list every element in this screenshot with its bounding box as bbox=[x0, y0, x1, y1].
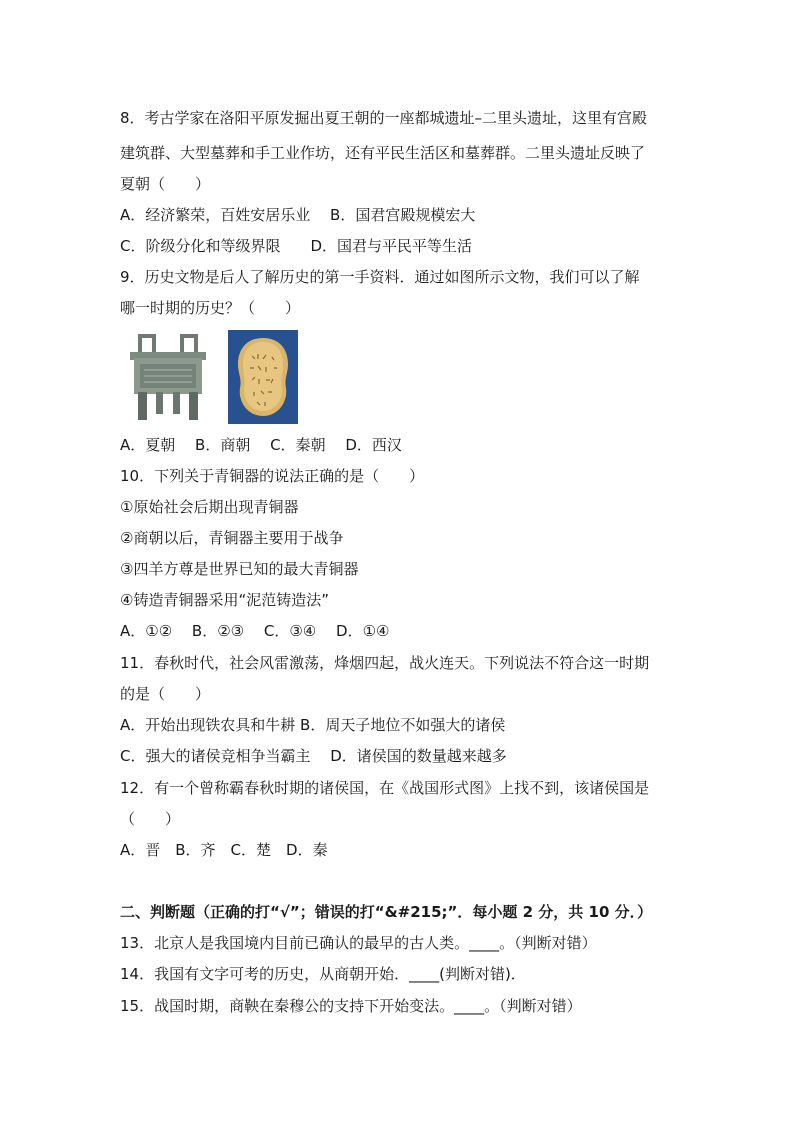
q10-stem: 10．下列关于青铜器的说法正确的是（ ） bbox=[120, 467, 425, 485]
q8-stem-line1: 8．考古学家在洛阳平原发掘出夏王朝的一座都城遗址–二里头遗址，这里有宫殿 bbox=[120, 109, 648, 127]
q14-statement: 14．我国有文字可考的历史，从商朝开始．____(判断对错)． bbox=[120, 965, 526, 983]
q8-options-row2: C．阶级分化和等级界限 D．国君与平民平等生活 bbox=[120, 237, 473, 255]
q11-stem-line2: 的是（ ） bbox=[120, 685, 211, 703]
q11-stem-line1: 11．春秋时代，社会风雷激荡，烽烟四起，战火连天。下列说法不符合这一时期 bbox=[120, 654, 650, 672]
q10-statement-4: ④铸造青铜器采用“泥范铸造法” bbox=[120, 591, 329, 609]
q12-options: A．晋 B．齐 C．楚 D．秦 bbox=[120, 841, 328, 859]
q9-stem-line1: 9．历史文物是后人了解历史的第一手资料．通过如图所示文物，我们可以了解 bbox=[120, 268, 640, 286]
q8-options-row1: A．经济繁荣，百姓安居乐业 B．国君宫殿规模宏大 bbox=[120, 206, 476, 224]
q10-statement-3: ③四羊方尊是世界已知的最大青铜器 bbox=[120, 560, 359, 578]
q10-options: A．①② B．②③ C．③④ D．①④ bbox=[120, 622, 390, 640]
q8-stem-line3: 夏朝（ ） bbox=[120, 175, 211, 193]
oracle-bone-image bbox=[228, 330, 298, 424]
q15-statement: 15．战国时期，商鞅在秦穆公的支持下开始变法。____。（判断对错） bbox=[120, 997, 582, 1015]
bronze-ding-image bbox=[126, 330, 210, 422]
q12-stem-line1: 12．有一个曾称霸春秋时期的诸侯国，在《战国形式图》上找不到，该诸侯国是 bbox=[120, 779, 650, 797]
q12-stem-line2: （ ） bbox=[120, 810, 181, 828]
q11-options-row2: C．强大的诸侯竞相争当霸主 D．诸侯国的数量越来越多 bbox=[120, 747, 507, 765]
q10-statement-1: ①原始社会后期出现青铜器 bbox=[120, 498, 299, 516]
q9-stem-line2: 哪一时期的历史？（ ） bbox=[120, 299, 301, 317]
q9-options: A．夏朝 B．商朝 C．秦朝 D．西汉 bbox=[120, 436, 402, 454]
q13-statement: 13．北京人是我国境内目前已确认的最早的古人类。____。（判断对错） bbox=[120, 934, 597, 952]
q10-statement-2: ②商朝以后，青铜器主要用于战争 bbox=[120, 529, 344, 547]
section2-heading: 二、判断题（正确的打“√”；错误的打“&#215;”．每小题 2 分，共 10 分．） bbox=[120, 903, 653, 921]
q11-options-row1: A．开始出现铁农具和牛耕 B．周天子地位不如强大的诸侯 bbox=[120, 716, 506, 734]
q8-stem-line2: 建筑群、大型墓葬和手工业作坊，还有平民生活区和墓葬群。二里头遗址反映了 bbox=[120, 144, 646, 162]
